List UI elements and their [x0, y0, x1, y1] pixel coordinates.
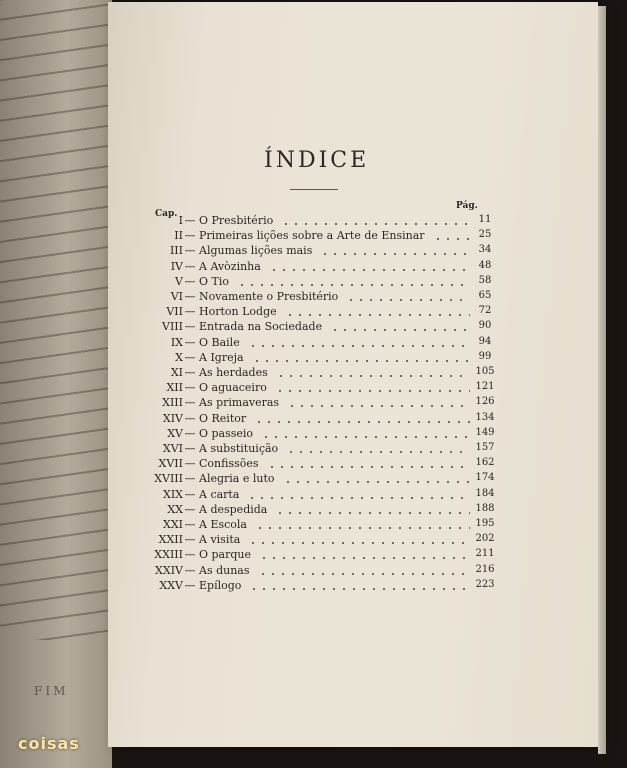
entry-dash: — [184, 396, 196, 410]
toc-entry [130, 427, 500, 442]
chapter-page: 174 [475, 472, 495, 484]
chapter-title: As dunas [199, 563, 250, 577]
toc-entry [130, 442, 500, 457]
chapter-title: O parque [199, 548, 252, 562]
chapter-title: A carta [199, 487, 240, 501]
entry-dash: — [184, 533, 196, 547]
chapter-title: O aguaceiro [199, 381, 267, 395]
leader-dots [330, 329, 470, 331]
toc-entry [130, 457, 500, 472]
chapter-number: XIV [162, 411, 183, 425]
toc-entry [130, 290, 500, 305]
chapter-number: XXIII [154, 548, 183, 562]
chapter-number: I [178, 214, 183, 227]
chapter-page: 99 [478, 350, 492, 362]
chapter-number: XVI [162, 442, 183, 455]
chapter-number: XXII [158, 533, 183, 547]
chapter-title: O Tio [199, 274, 229, 288]
entry-dash: — [184, 214, 196, 227]
toc-entry [130, 305, 500, 320]
entry-dash: — [184, 563, 196, 577]
leader-dots [237, 284, 470, 286]
entry-dash: — [184, 320, 196, 334]
chapter-page: 11 [478, 214, 492, 225]
entry-dash: — [184, 366, 196, 379]
entry-dash: — [184, 518, 196, 531]
toc-entry [130, 533, 500, 548]
leader-dots [248, 542, 470, 544]
chapter-title: As primaveras [199, 396, 280, 410]
leader-dots [267, 466, 470, 468]
chapter-title: O Reitor [199, 411, 247, 425]
chapter-page: 48 [478, 259, 492, 271]
chapter-title: O passeio [199, 426, 254, 440]
facing-page [0, 0, 112, 768]
chapter-number: IX [170, 335, 183, 349]
entry-dash: — [184, 426, 196, 440]
leader-dots [281, 223, 470, 225]
toc-entry [130, 320, 500, 335]
chapter-title: A substituição [199, 442, 279, 455]
toc-entry [130, 260, 500, 275]
chapter-page: 202 [475, 533, 495, 545]
chapter-title: Alegria e luto [199, 472, 275, 486]
chapter-number: XXIV [155, 563, 183, 577]
toc-entry [130, 579, 500, 594]
chapter-page: 105 [475, 366, 495, 377]
facing-page-text-shadow [0, 0, 110, 640]
leader-dots [275, 390, 470, 392]
chapter-title: A despedida [199, 502, 268, 516]
leader-dots [252, 360, 470, 362]
leader-dots [254, 421, 470, 423]
chapter-page: 90 [478, 320, 492, 332]
leader-dots [249, 588, 470, 590]
entry-dash: — [184, 259, 196, 273]
chapter-title: A visita [199, 533, 241, 547]
toc-entry [130, 396, 500, 411]
chapter-number: XI [170, 366, 183, 379]
chapter-page: 211 [475, 548, 495, 560]
title-rule [290, 189, 338, 190]
leader-dots [275, 512, 470, 514]
chapter-page: 121 [475, 381, 495, 393]
facing-page-end-mark: FIM [34, 684, 69, 698]
leader-dots [247, 497, 470, 499]
column-header-pag: Pág. [456, 201, 478, 211]
chapter-number: VIII [162, 320, 183, 334]
leader-dots [259, 557, 470, 559]
leader-dots [261, 436, 470, 438]
entry-dash: — [184, 305, 196, 319]
chapter-page: 195 [475, 518, 495, 529]
chapter-title: O Baile [199, 335, 240, 349]
chapter-page: 157 [475, 442, 495, 453]
leader-dots [255, 527, 470, 529]
toc-entry [130, 381, 500, 396]
leader-dots [269, 269, 470, 271]
chapter-number: X [175, 350, 183, 364]
chapter-number: XIX [162, 487, 183, 501]
chapter-title: Novamente o Presbitério [199, 290, 339, 303]
entry-dash: — [184, 548, 196, 562]
chapter-title: Algumas lições mais [199, 244, 313, 258]
page-edge [598, 6, 606, 754]
leader-dots [320, 253, 470, 255]
toc-entry [130, 214, 500, 229]
leader-dots [287, 405, 470, 407]
chapter-page: 149 [475, 426, 495, 438]
chapter-number: XVII [158, 457, 183, 471]
toc-entry [130, 488, 500, 503]
chapter-number: XXV [159, 578, 183, 592]
entry-dash: — [184, 411, 196, 425]
chapter-page: 184 [475, 487, 495, 499]
leader-dots [248, 345, 470, 347]
chapter-title: O Presbitério [199, 214, 274, 227]
chapter-number: XIII [162, 396, 183, 410]
toc-entry [130, 518, 500, 533]
toc-entry [130, 564, 500, 579]
chapter-number: XXI [162, 518, 183, 531]
entry-dash: — [184, 457, 196, 471]
chapter-number: VI [170, 290, 183, 303]
chapter-title: A Avòzinha [199, 259, 261, 273]
entry-dash: — [184, 274, 196, 288]
toc-entry [130, 472, 500, 487]
chapter-title: As herdades [199, 366, 268, 379]
entry-dash: — [184, 578, 196, 592]
chapter-title: Primeiras lições sobre a Arte de Ensinar [199, 229, 425, 243]
chapter-number: XII [166, 381, 183, 395]
leader-dots [283, 481, 470, 483]
chapter-number: XVIII [154, 472, 183, 486]
entry-dash: — [184, 335, 196, 349]
toc-entry [130, 275, 500, 290]
column-header-cap: Cap. [155, 209, 178, 219]
chapter-number: II [174, 229, 183, 243]
chapter-number: VII [166, 305, 183, 319]
chapter-page: 34 [478, 244, 492, 256]
chapter-page: 126 [475, 396, 495, 408]
chapter-title: Horton Lodge [199, 305, 277, 319]
leader-dots [433, 238, 470, 240]
leader-dots [258, 573, 470, 575]
page-title: ÍNDICE [264, 148, 370, 173]
chapter-title: A Igreja [199, 350, 244, 364]
chapter-number: V [175, 274, 183, 288]
toc-entry [130, 503, 500, 518]
chapter-page: 134 [475, 411, 495, 423]
chapter-page: 216 [475, 563, 495, 575]
entry-dash: — [184, 290, 196, 303]
chapter-page: 25 [478, 229, 492, 241]
chapter-number: XV [167, 426, 183, 440]
toc-entry [130, 244, 500, 259]
chapter-page: 72 [478, 305, 492, 317]
chapter-title: A Escola [199, 518, 247, 531]
entry-dash: — [184, 472, 196, 486]
watermark-logo: coisas [18, 734, 80, 753]
chapter-page: 162 [475, 457, 495, 469]
chapter-number: III [169, 244, 183, 258]
toc-entry [130, 412, 500, 427]
entry-dash: — [184, 229, 196, 243]
toc-entry [130, 351, 500, 366]
chapter-page: 58 [478, 274, 492, 286]
chapter-page: 94 [478, 335, 492, 347]
entry-dash: — [184, 487, 196, 501]
chapter-title: Epílogo [199, 578, 242, 592]
toc-entry [130, 229, 500, 244]
leader-dots [285, 314, 470, 316]
entry-dash: — [184, 381, 196, 395]
entry-dash: — [184, 442, 196, 455]
chapter-title: Confissões [199, 457, 259, 471]
chapter-page: 188 [475, 502, 495, 514]
entry-dash: — [184, 502, 196, 516]
toc-entry [130, 366, 500, 381]
toc-entry [130, 548, 500, 563]
toc-entry [130, 336, 500, 351]
entry-dash: — [184, 350, 196, 364]
leader-dots [286, 451, 470, 453]
chapter-page: 65 [478, 290, 492, 301]
leader-dots [276, 375, 470, 377]
chapter-number: IV [170, 259, 183, 273]
chapter-title: Entrada na Sociedade [199, 320, 323, 334]
entry-dash: — [184, 244, 196, 258]
leader-dots [346, 299, 470, 301]
chapter-number: XX [167, 502, 183, 516]
chapter-page: 223 [475, 578, 495, 590]
